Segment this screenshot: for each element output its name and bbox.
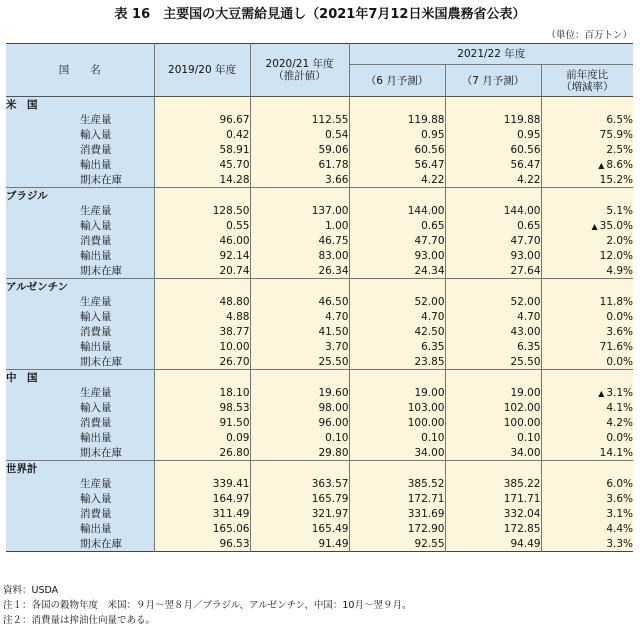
value-cell-jun: 24.34: [349, 263, 445, 279]
blank-cell: [541, 370, 633, 386]
change-cell: [541, 157, 633, 172]
change-cell: [541, 112, 633, 127]
blank-cell: [445, 461, 541, 477]
change-value: 0.0%: [606, 431, 634, 444]
change-cell: [541, 491, 633, 506]
change-cell: [541, 385, 633, 400]
value-cell-v2019: 311.49: [154, 506, 250, 521]
value-cell-v2020: 83.00: [250, 248, 349, 263]
value-cell-v2019: 26.70: [154, 354, 250, 370]
header-change-rate: （増減率）: [561, 80, 614, 93]
value-cell-v2019: 128.50: [154, 203, 250, 218]
indent-cell: [6, 476, 80, 491]
value-cell-v2019: 58.91: [154, 142, 250, 157]
value-cell-v2020: 0.54: [250, 127, 349, 142]
value-cell-jul: 0.10: [445, 430, 541, 445]
change-value: 5.1%: [606, 204, 634, 217]
blank-cell: [541, 97, 633, 113]
table-row: [6, 203, 633, 218]
value-cell-jul: 60.56: [445, 142, 541, 157]
country-name: 中 国: [6, 370, 154, 386]
blank-cell: [349, 279, 445, 295]
table-row: [6, 248, 633, 263]
indent-cell: [6, 218, 80, 233]
value-cell-v2019: 10.00: [154, 339, 250, 354]
value-cell-v2019: 98.53: [154, 400, 250, 415]
change-value: 4.9%: [606, 264, 634, 277]
value-cell-v2020: 96.00: [250, 415, 349, 430]
indent-cell: [6, 445, 80, 461]
item-label: 輸入量: [80, 127, 154, 142]
change-value: 3.6%: [606, 325, 634, 338]
header-2020: [250, 44, 349, 97]
blank-cell: [541, 188, 633, 204]
table-row: [6, 415, 633, 430]
change-cell: [541, 218, 633, 233]
value-cell-v2020: 41.50: [250, 324, 349, 339]
item-label: 期末在庫: [80, 172, 154, 188]
value-cell-jun: 385.52: [349, 476, 445, 491]
footnote-2: 注２：消費量は搾油仕向量である。: [3, 615, 156, 626]
value-cell-jul: 52.00: [445, 294, 541, 309]
blank-cell: [541, 461, 633, 477]
indent-cell: [6, 248, 80, 263]
indent-cell: [6, 203, 80, 218]
table-row: [6, 385, 633, 400]
table-row: [6, 339, 633, 354]
table-row: [6, 218, 633, 233]
value-cell-v2019: 0.09: [154, 430, 250, 445]
item-label: 生産量: [80, 385, 154, 400]
value-cell-jul: 94.49: [445, 536, 541, 552]
indent-cell: [6, 233, 80, 248]
value-cell-jun: 4.22: [349, 172, 445, 188]
table-header: [6, 44, 633, 97]
value-cell-v2019: 165.06: [154, 521, 250, 536]
country-row: [6, 461, 633, 477]
item-label: 輸入量: [80, 400, 154, 415]
value-cell-jun: 34.00: [349, 445, 445, 461]
change-value: 15.2%: [599, 173, 634, 186]
change-cell: [541, 294, 633, 309]
item-label: 輸出量: [80, 339, 154, 354]
value-cell-v2019: 96.67: [154, 112, 250, 127]
change-value: 2.5%: [606, 143, 634, 156]
value-cell-v2019: 26.80: [154, 445, 250, 461]
value-cell-v2020: 112.55: [250, 112, 349, 127]
item-label: 期末在庫: [80, 536, 154, 552]
indent-cell: [6, 127, 80, 142]
value-cell-jul: 47.70: [445, 233, 541, 248]
country-name: ブラジル: [6, 188, 154, 204]
value-cell-jun: 92.55: [349, 536, 445, 552]
table-row: [6, 294, 633, 309]
change-cell: [541, 172, 633, 188]
value-cell-v2020: 3.70: [250, 339, 349, 354]
value-cell-jul: 0.65: [445, 218, 541, 233]
value-cell-v2019: 14.28: [154, 172, 250, 188]
value-cell-v2019: 48.80: [154, 294, 250, 309]
blank-cell: [154, 188, 250, 204]
country-name: 世界計: [6, 461, 154, 477]
item-label: 期末在庫: [80, 445, 154, 461]
value-cell-v2020: 19.60: [250, 385, 349, 400]
header-2020-year: 2020/21 年度: [265, 58, 334, 70]
change-value: 6.5%: [606, 113, 634, 126]
value-cell-jun: 119.88: [349, 112, 445, 127]
soybean-supply-demand-table: [6, 43, 633, 552]
value-cell-v2020: 46.50: [250, 294, 349, 309]
item-label: 消費量: [80, 415, 154, 430]
value-cell-jul: 0.95: [445, 127, 541, 142]
value-cell-v2019: 92.14: [154, 248, 250, 263]
value-cell-jul: 332.04: [445, 506, 541, 521]
change-cell: [541, 415, 633, 430]
value-cell-v2019: 96.53: [154, 536, 250, 552]
value-cell-jun: 42.50: [349, 324, 445, 339]
item-label: 期末在庫: [80, 263, 154, 279]
value-cell-v2019: 0.42: [154, 127, 250, 142]
change-value: 8.6%: [606, 158, 634, 171]
table-row: [6, 400, 633, 415]
table-row: [6, 172, 633, 188]
change-cell: [541, 476, 633, 491]
blank-cell: [541, 279, 633, 295]
item-label: 輸入量: [80, 491, 154, 506]
value-cell-jun: 172.71: [349, 491, 445, 506]
change-cell: [541, 536, 633, 552]
value-cell-v2019: 4.88: [154, 309, 250, 324]
item-label: 輸入量: [80, 218, 154, 233]
table-row: [6, 506, 633, 521]
item-label: 生産量: [80, 203, 154, 218]
table-row: [6, 354, 633, 370]
item-label: 輸出量: [80, 157, 154, 172]
blank-cell: [250, 188, 349, 204]
header-2021: 2021/22 年度: [349, 44, 633, 65]
value-cell-v2019: 339.41: [154, 476, 250, 491]
value-cell-v2019: 91.50: [154, 415, 250, 430]
change-value: 3.3%: [606, 537, 634, 550]
table-row: [6, 324, 633, 339]
table-row: [6, 233, 633, 248]
table-row: [6, 263, 633, 279]
footnotes: [3, 583, 411, 628]
indent-cell: [6, 172, 80, 188]
blank-cell: [349, 370, 445, 386]
value-cell-v2020: 91.49: [250, 536, 349, 552]
change-value: 4.4%: [606, 522, 634, 535]
table-title: 表 16 主要国の大豆需給見通し（2021年7月12日米国農務省公表）: [114, 7, 526, 22]
table-row: [6, 491, 633, 506]
indent-cell: [6, 415, 80, 430]
value-cell-v2020: 61.78: [250, 157, 349, 172]
item-label: 生産量: [80, 294, 154, 309]
value-cell-jun: 0.65: [349, 218, 445, 233]
change-cell: [541, 142, 633, 157]
indent-cell: [6, 112, 80, 127]
value-cell-v2020: 46.75: [250, 233, 349, 248]
value-cell-v2020: 26.34: [250, 263, 349, 279]
change-value: 3.1%: [606, 386, 634, 399]
value-cell-jul: 93.00: [445, 248, 541, 263]
value-cell-jun: 4.70: [349, 309, 445, 324]
blank-cell: [250, 461, 349, 477]
value-cell-jul: 4.70: [445, 309, 541, 324]
table-row: [6, 536, 633, 552]
value-cell-jun: 0.10: [349, 430, 445, 445]
change-cell: [541, 324, 633, 339]
value-cell-v2019: 164.97: [154, 491, 250, 506]
change-value: 35.0%: [599, 219, 634, 232]
blank-cell: [154, 370, 250, 386]
indent-cell: [6, 536, 80, 552]
change-value: 75.9%: [599, 128, 634, 141]
change-cell: [541, 309, 633, 324]
blank-cell: [445, 97, 541, 113]
change-value: 11.8%: [599, 295, 634, 308]
value-cell-v2020: 98.00: [250, 400, 349, 415]
header-2020-estimate: （推計値）: [273, 70, 326, 82]
indent-cell: [6, 430, 80, 445]
indent-cell: [6, 506, 80, 521]
table-row: [6, 309, 633, 324]
change-cell: [541, 248, 633, 263]
value-cell-v2020: 0.10: [250, 430, 349, 445]
value-cell-v2020: 59.06: [250, 142, 349, 157]
decrease-triangle-icon: ▲: [598, 388, 605, 398]
value-cell-jun: 93.00: [349, 248, 445, 263]
table-row: [6, 157, 633, 172]
value-cell-jun: 19.00: [349, 385, 445, 400]
value-cell-v2020: 165.79: [250, 491, 349, 506]
change-cell: [541, 445, 633, 461]
blank-cell: [445, 370, 541, 386]
table-row: [6, 142, 633, 157]
table-row: [6, 476, 633, 491]
country-name: アルゼンチン: [6, 279, 154, 295]
indent-cell: [6, 354, 80, 370]
change-cell: [541, 430, 633, 445]
value-cell-jul: 56.47: [445, 157, 541, 172]
value-cell-v2020: 137.00: [250, 203, 349, 218]
blank-cell: [154, 97, 250, 113]
value-cell-v2020: 1.00: [250, 218, 349, 233]
value-cell-v2019: 45.70: [154, 157, 250, 172]
blank-cell: [154, 461, 250, 477]
header-change: [541, 65, 633, 97]
change-value: 4.2%: [606, 416, 634, 429]
change-value: 3.1%: [606, 507, 634, 520]
value-cell-jul: 144.00: [445, 203, 541, 218]
item-label: 輸出量: [80, 248, 154, 263]
value-cell-jul: 171.71: [445, 491, 541, 506]
value-cell-jun: 0.95: [349, 127, 445, 142]
value-cell-jun: 56.47: [349, 157, 445, 172]
indent-cell: [6, 339, 80, 354]
value-cell-jul: 27.64: [445, 263, 541, 279]
change-value: 0.0%: [606, 310, 634, 323]
change-cell: [541, 203, 633, 218]
indent-cell: [6, 491, 80, 506]
item-label: 消費量: [80, 506, 154, 521]
value-cell-jul: 100.00: [445, 415, 541, 430]
item-label: 消費量: [80, 233, 154, 248]
value-cell-jul: 4.22: [445, 172, 541, 188]
blank-cell: [250, 370, 349, 386]
value-cell-jun: 172.90: [349, 521, 445, 536]
value-cell-jul: 25.50: [445, 354, 541, 370]
indent-cell: [6, 294, 80, 309]
change-value: 2.0%: [606, 234, 634, 247]
item-label: 消費量: [80, 324, 154, 339]
change-value: 71.6%: [599, 340, 634, 353]
decrease-triangle-icon: ▲: [598, 160, 605, 170]
blank-cell: [154, 279, 250, 295]
value-cell-jul: 19.00: [445, 385, 541, 400]
value-cell-jun: 100.00: [349, 415, 445, 430]
value-cell-jun: 6.35: [349, 339, 445, 354]
country-row: [6, 188, 633, 204]
blank-cell: [250, 279, 349, 295]
table-row: [6, 112, 633, 127]
value-cell-v2020: 321.97: [250, 506, 349, 521]
indent-cell: [6, 385, 80, 400]
value-cell-jun: 52.00: [349, 294, 445, 309]
header-july-forecast: （7 月予測）: [445, 65, 541, 97]
item-label: 輸出量: [80, 430, 154, 445]
value-cell-jul: 172.85: [445, 521, 541, 536]
item-label: 輸出量: [80, 521, 154, 536]
value-cell-jul: 6.35: [445, 339, 541, 354]
table-row: [6, 430, 633, 445]
indent-cell: [6, 142, 80, 157]
table-body: [6, 97, 633, 552]
footnote-1: 注１：各国の穀物年度 米国：９月～翌８月／ブラジル、アルゼンチン、中国：10月～翌９月。: [3, 600, 412, 611]
indent-cell: [6, 157, 80, 172]
item-label: 生産量: [80, 476, 154, 491]
value-cell-jul: 34.00: [445, 445, 541, 461]
value-cell-v2020: 25.50: [250, 354, 349, 370]
indent-cell: [6, 263, 80, 279]
change-value: 14.1%: [599, 446, 634, 459]
value-cell-v2019: 0.55: [154, 218, 250, 233]
value-cell-v2019: 38.77: [154, 324, 250, 339]
header-june-forecast: （6 月予測）: [349, 65, 445, 97]
indent-cell: [6, 400, 80, 415]
table-row: [6, 127, 633, 142]
header-2019: 2019/20 年度: [154, 44, 250, 97]
source-note: 資料：USDA: [3, 585, 59, 596]
value-cell-jun: 23.85: [349, 354, 445, 370]
change-cell: [541, 400, 633, 415]
value-cell-jun: 103.00: [349, 400, 445, 415]
change-cell: [541, 354, 633, 370]
country-row: [6, 370, 633, 386]
value-cell-v2019: 18.10: [154, 385, 250, 400]
change-value: 6.0%: [606, 477, 634, 490]
value-cell-jun: 47.70: [349, 233, 445, 248]
item-label: 期末在庫: [80, 354, 154, 370]
blank-cell: [349, 97, 445, 113]
indent-cell: [6, 521, 80, 536]
value-cell-v2019: 46.00: [154, 233, 250, 248]
value-cell-v2020: 363.57: [250, 476, 349, 491]
change-value: 4.1%: [606, 401, 634, 414]
item-label: 消費量: [80, 142, 154, 157]
country-row: [6, 97, 633, 113]
blank-cell: [445, 279, 541, 295]
header-country: 国 名: [6, 44, 154, 97]
value-cell-v2020: 29.80: [250, 445, 349, 461]
decrease-triangle-icon: ▲: [591, 221, 598, 231]
change-cell: [541, 127, 633, 142]
unit-label: （単位：百万トン）: [546, 30, 632, 41]
blank-cell: [445, 188, 541, 204]
change-cell: [541, 506, 633, 521]
change-cell: [541, 233, 633, 248]
value-cell-jun: 60.56: [349, 142, 445, 157]
change-value: 3.6%: [606, 492, 634, 505]
blank-cell: [349, 461, 445, 477]
table-row: [6, 445, 633, 461]
value-cell-jun: 331.69: [349, 506, 445, 521]
header-change-label: 前年度比: [566, 68, 609, 81]
value-cell-v2019: 20.74: [154, 263, 250, 279]
blank-cell: [349, 188, 445, 204]
change-value: 0.0%: [606, 355, 634, 368]
change-cell: [541, 263, 633, 279]
value-cell-jul: 102.00: [445, 400, 541, 415]
value-cell-v2020: 4.70: [250, 309, 349, 324]
item-label: 生産量: [80, 112, 154, 127]
table-row: [6, 521, 633, 536]
blank-cell: [250, 97, 349, 113]
indent-cell: [6, 324, 80, 339]
value-cell-jul: 385.22: [445, 476, 541, 491]
country-row: [6, 279, 633, 295]
value-cell-v2020: 165.49: [250, 521, 349, 536]
value-cell-jul: 119.88: [445, 112, 541, 127]
value-cell-jul: 43.00: [445, 324, 541, 339]
change-cell: [541, 339, 633, 354]
value-cell-jun: 144.00: [349, 203, 445, 218]
change-cell: [541, 521, 633, 536]
change-value: 12.0%: [599, 249, 634, 262]
indent-cell: [6, 309, 80, 324]
value-cell-v2020: 3.66: [250, 172, 349, 188]
item-label: 輸入量: [80, 309, 154, 324]
country-name: 米 国: [6, 97, 154, 113]
